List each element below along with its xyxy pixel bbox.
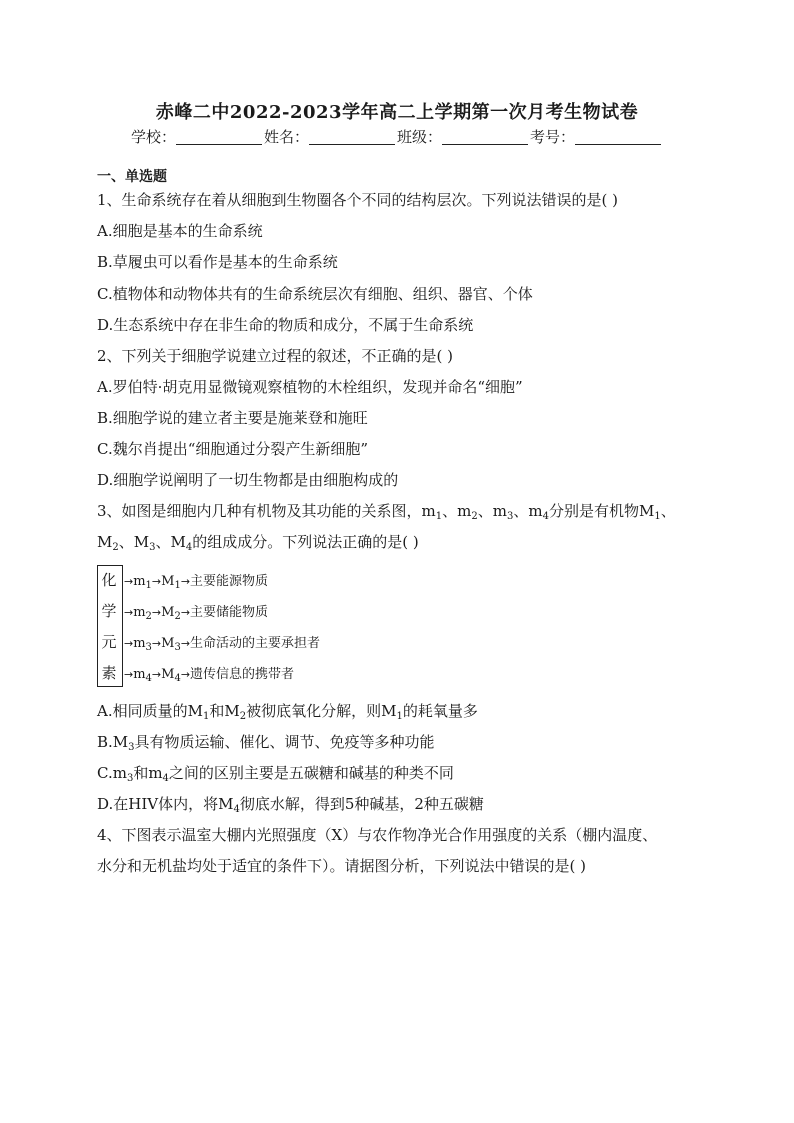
q4-stem-line2: 水分和无机盐均处于适宜的条件下）。请据图分析，下列说法中错误的是( ) <box>97 857 586 875</box>
q4-stem-line1: 4、下图表示温室大棚内光照强度（X）与农作物净光合作用强度的关系（棚内温度、 <box>97 826 658 844</box>
name-blank[interactable] <box>309 128 395 145</box>
section-heading: 一、单选题 <box>97 169 167 185</box>
q1-option-b: B.草履虫可以看作是基本的生命系统 <box>97 253 338 271</box>
element-char: 学 <box>101 602 117 620</box>
name-label: 姓名： <box>263 128 309 146</box>
organic-matter-diagram <box>97 565 457 689</box>
q1-option-a: A.细胞是基本的生命系统 <box>97 222 263 240</box>
diagram-row-4: $\to m_4\to M_4\to$遗传信息的携带者 <box>124 667 295 684</box>
q1-option-d: D.生态系统中存在非生命的物质和成分，不属于生命系统 <box>97 316 474 334</box>
class-blank[interactable] <box>442 128 528 145</box>
arrow-icon: → <box>124 637 134 650</box>
number-label: 考号： <box>530 128 576 146</box>
arrow-icon: → <box>180 637 191 650</box>
arrow-icon: → <box>151 668 162 681</box>
class-label: 班级： <box>397 128 443 146</box>
q2-option-a: A.罗伯特·胡克用显微镜观察植物的木栓组织，发现并命名“细胞” <box>97 378 523 396</box>
arrow-icon: → <box>180 575 191 588</box>
diagram-row-3: $\to m_3\to M_3\to$生命活动的主要承担者 <box>124 636 321 653</box>
q3-option-b: $B.M_3$具有物质运输、催化、调节、免疫等多种功能 <box>97 733 435 753</box>
student-info-row <box>0 126 794 147</box>
arrow-icon: → <box>151 637 162 650</box>
arrow-icon: → <box>151 606 162 619</box>
element-char: 素 <box>101 664 117 682</box>
school-label: 学校： <box>130 128 176 146</box>
arrow-icon: → <box>124 575 134 588</box>
arrow-icon: → <box>151 575 162 588</box>
arrow-icon: → <box>180 606 191 619</box>
q3-stem-line1: 3、如图是细胞内几种有机物及其功能的关系图，$m_1$、$m_2$、$m_3$、$m_4$分别是有机物$M_1$、 <box>97 502 676 522</box>
q3-option-d: D.在HIV体内，将$M_4$彻底水解，得到5种碱基，2种五碳糖 <box>97 795 484 815</box>
q2-option-b: B.细胞学说的建立者主要是施莱登和施旺 <box>97 409 368 427</box>
arrow-icon: → <box>180 668 191 681</box>
q3-option-c: $C.m_3$和$m_4$之间的区别主要是五碳糖和碱基的种类不同 <box>97 764 454 784</box>
q2-stem: 2、下列关于细胞学说建立过程的叙述，不正确的是( ) <box>97 347 454 365</box>
diagram-row-1: $\to m_1\to M_1\to$主要能源物质 <box>124 574 269 591</box>
page-title: 赤峰二中2022-2023学年高二上学期第一次月考生物试卷 <box>155 102 639 123</box>
diagram-row-2: $\to m_2\to M_2\to$主要储能物质 <box>124 605 269 622</box>
arrow-icon: → <box>124 606 134 619</box>
q3-stem-line2: $M_2$、$M_3$、$M_4$的组成成分。下列说法正确的是( ) <box>97 533 419 553</box>
q2-option-c: C.魏尔肖提出“细胞通过分裂产生新细胞” <box>97 440 369 458</box>
q1-stem: 1、生命系统存在着从细胞到生物圈各个不同的结构层次。下列说法错误的是( ) <box>97 191 619 209</box>
arrow-icon: → <box>124 668 134 681</box>
school-blank[interactable] <box>176 128 262 145</box>
element-char: 化 <box>101 571 117 589</box>
q1-option-c: C.植物体和动物体共有的生命系统层次有细胞、组织、器官、个体 <box>97 285 533 303</box>
q2-option-d: D.细胞学说阐明了一切生物都是由细胞构成的 <box>97 471 399 489</box>
q3-option-a: A.相同质量的$M_1$和$M_2$被彻底氧化分解，则$M_1$的耗氧量多 <box>97 702 478 722</box>
number-blank[interactable] <box>575 128 661 145</box>
element-char: 元 <box>101 633 117 651</box>
